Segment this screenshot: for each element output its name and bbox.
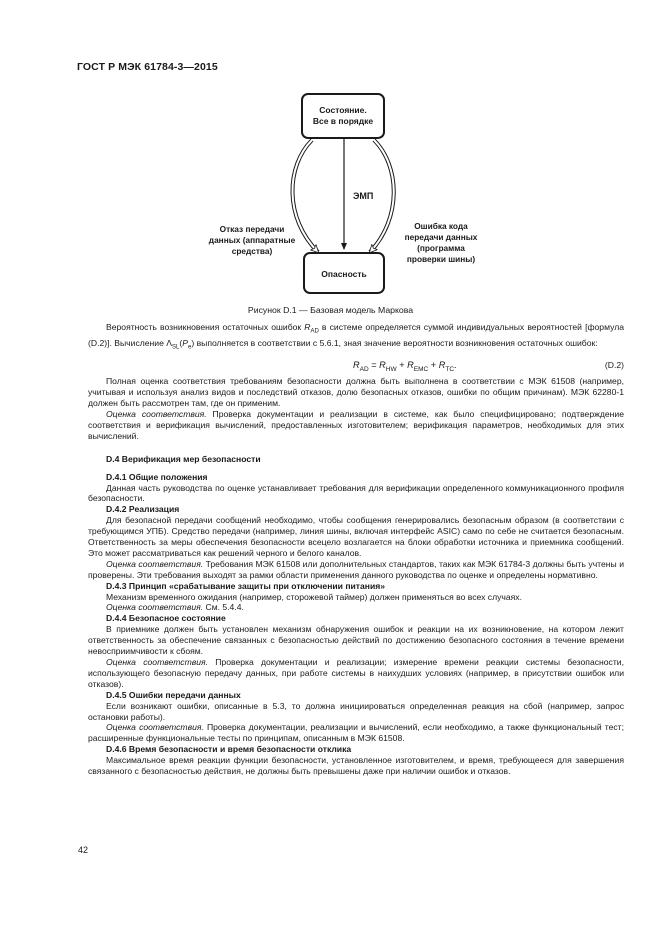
paragraph-residual-probability: Вероятность возникновения остаточных ошибок $R_{AD}$ в системе определяется суммой индивидуальных вероятностей [формула (D.2)]. Вычисление $\Lambda_{SL}(P_e)$ выполняется в соответствии с 5.6.1, зная значение вероятности возникновения остаточных ошибок: xyxy=(88,322,624,351)
section-d41-title: D.4.1 Общие положения xyxy=(106,471,208,482)
section-d46-text: Максимальное время реакции функции безопасности, установленное изготовителем, и время, требующееся для завершения связанного с безопасностью действия, не должны быть превышены даже при наличии ошибок и отказов. xyxy=(88,755,624,777)
section-d43-title: D.4.3 Принцип «срабатывание защиты при отключении питания» xyxy=(106,580,386,591)
page-number: 42 xyxy=(78,845,89,855)
section-d42-assessment: Оценка соответствия. Требования МЭК 61508 или дополнительных стандартов, таких как МЭК 61784-3 должны быть учтены и проверены. Эти требования выходят за рамки области применения данного руководства по оценке и определены нормативно. xyxy=(88,558,624,580)
section-d43-text: Механизм временного ожидания (например, сторожевой таймер) должен применяться во всех случаях. xyxy=(106,591,522,602)
right-label-2: передачи данных xyxy=(404,232,478,242)
section-d42-text: Для безопасной передачи сообщений необходимо, чтобы сообщения генерировались безопасным образом (в соответствии с требующимся УПБ). Средство передачи (например, линия шины, включая интерфейс ASIC) само по себе не считается безопасным. Ответственность за меры обеспечения безопасности всецело возлагается на блоки обработки источника и приемника сообщений. Это может рассматриваться как решений черного и белого каналов. xyxy=(88,515,624,558)
markov-model-diagram xyxy=(0,0,661,300)
section-d46-title: D.4.6 Время безопасности и время безопасности отклика xyxy=(106,744,352,755)
section-d41-text: Данная часть руководства по оценке устанавливает требования для верификации определенного коммуникационного профиля безопасности. xyxy=(88,482,624,504)
state-danger-label: Опасность xyxy=(321,269,367,279)
figure-caption: Рисунок D.1 — Базовая модель Маркова xyxy=(247,305,414,315)
section-d44-text: В приемнике должен быть установлен механизм обнаружения ошибок и реакции на их возникновение, на котором лежит ответственность за обеспечение связанных с безопасностью действий по достижению безопасного состояния в течение времени невосприимчивости к сбоям. xyxy=(88,624,624,657)
section-d44-assessment: Оценка соответствия. Проверка документации и реализации; измерение времени реакции системы безопасности, использующего безопасную передачу данных, при работе системы в наихудших условиях (например, в присутствии ошибок или отказов). xyxy=(88,657,624,689)
section-d44-title: D.4.4 Безопасное состояние xyxy=(106,613,226,624)
section-d43-assessment: Оценка соответствия. См. 5.4.4. xyxy=(106,602,244,613)
standard-header: ГОСТ Р МЭК 61784-3—2015 xyxy=(77,61,218,73)
left-transition-arrow xyxy=(292,140,318,252)
right-label-4: проверки шины) xyxy=(406,254,476,264)
emp-label: ЭМП xyxy=(353,191,374,201)
formula-expression: $R_{AD} = R_{HW} + R_{EMC} + R_{TC}$. xyxy=(353,360,457,374)
left-label-2: данных (аппаратные xyxy=(208,235,296,245)
section-d45-text: Если возникают ошибки, описанные в 5.3, то должна инициироваться определенная реакция на сбой (например, запрос остановки работы). xyxy=(88,700,624,722)
state-ok-label-2: Все в порядке xyxy=(312,116,374,126)
document-body xyxy=(88,322,624,777)
section-d45-assessment: Оценка соответствия. Проверка документации, реализации и вычислений, если необходимо, а также функциональный тест; расширенные функциональные тесты по принципам, описанным в МЭК 61508. xyxy=(88,722,624,744)
paragraph-full-assessment: Полная оценка соответствия требованиям безопасности должна быть выполнена в соответствии с МЭК 61508 (например, учитывая и используя анализ видов и последствий отказов, долю безопасных отказов, ошибки по общим причинам). МЭК 62280-1 должен быть рассмотрен там, где он применим. xyxy=(88,376,624,409)
left-label-1: Отказ передачи xyxy=(219,224,285,234)
state-ok-label-1: Состояние. xyxy=(319,105,367,115)
section-d42-title: D.4.2 Реализация xyxy=(106,504,180,515)
paragraph-assessment-1: Оценка соответствия. Проверка документации и реализации в системе, как было специфицировано; подтверждение соответствия и верификация вычислений, предоставленных изготовителем; верификация параметров, необходимых для этих вычислений. xyxy=(88,408,624,441)
formula-number: (D.2) xyxy=(604,360,624,371)
right-label-1: Ошибка кода xyxy=(414,221,468,231)
left-label-3: средства) xyxy=(231,246,273,256)
section-d4-title: D.4 Верификация мер безопасности xyxy=(106,453,261,464)
formula-d2 xyxy=(88,356,624,374)
section-d45-title: D.4.5 Ошибки передачи данных xyxy=(106,689,241,700)
right-transition-arrow xyxy=(370,140,394,252)
right-label-3: (программа xyxy=(417,243,465,253)
